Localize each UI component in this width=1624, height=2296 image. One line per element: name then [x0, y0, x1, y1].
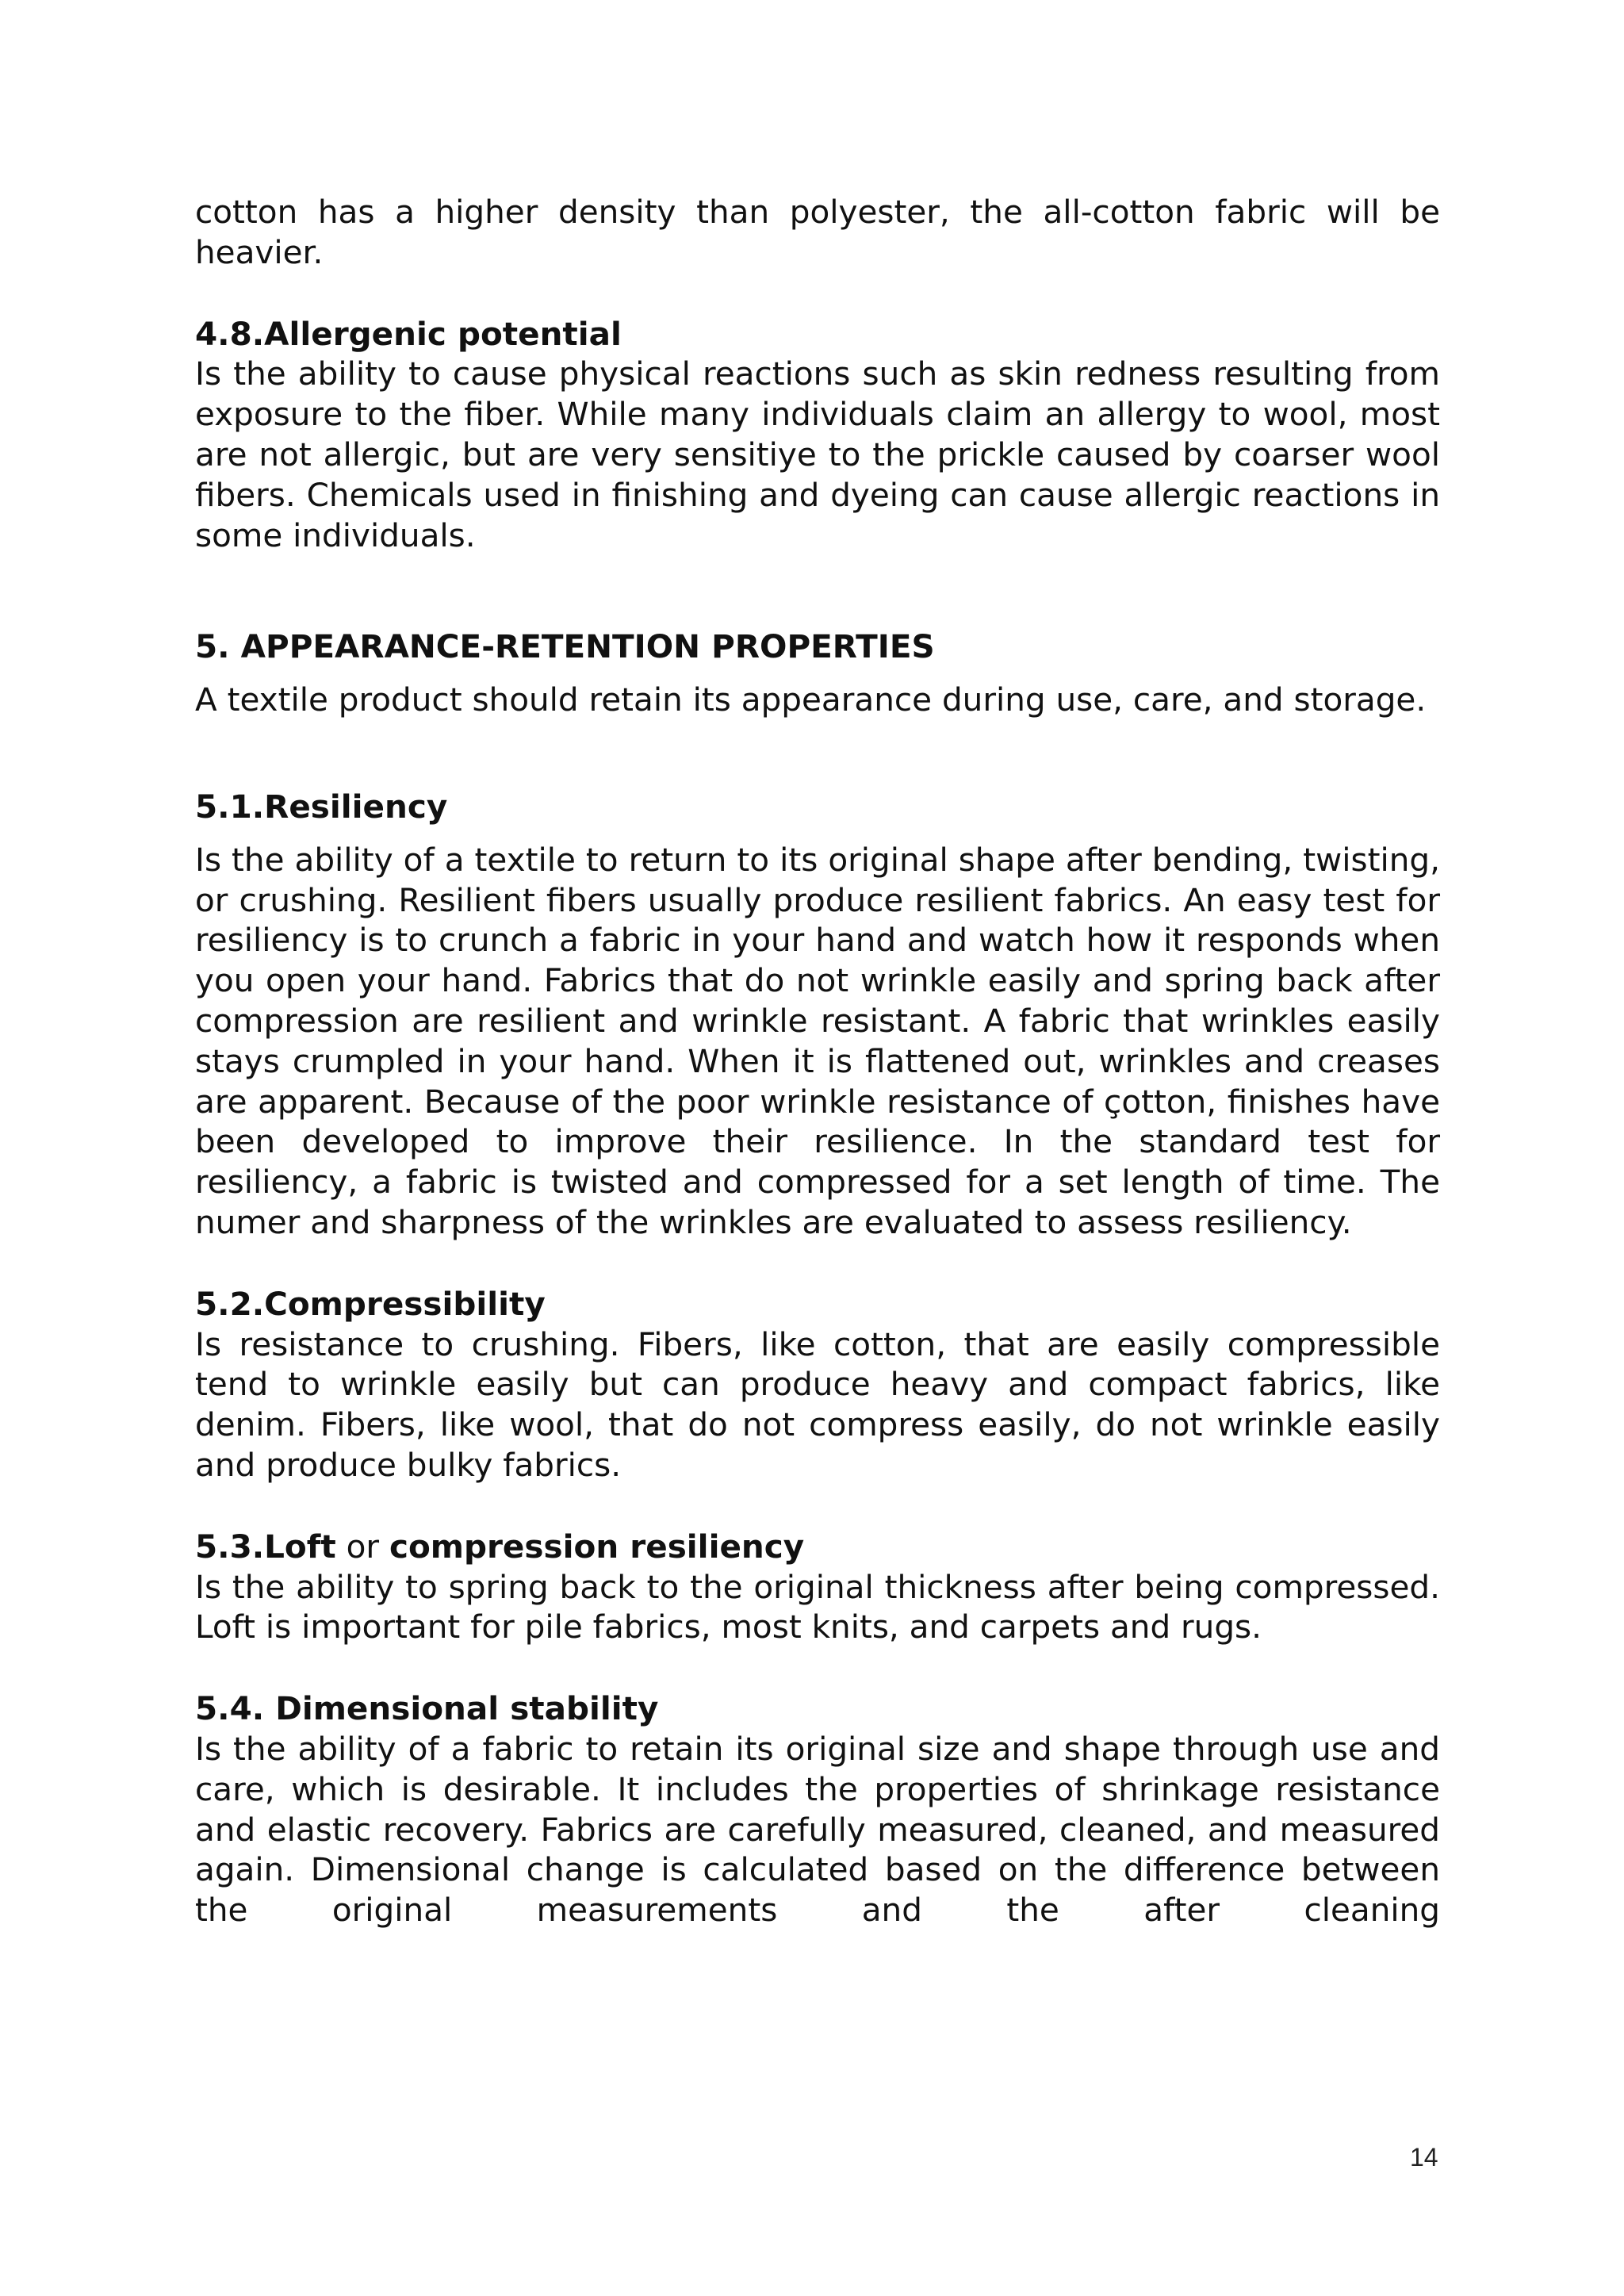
- paragraph-dimensional-stability: Is the ability of a fabric to retain its original size and shape through use and care, which is desirable. It includes the properties of shrinkage resistance and elastic recovery. Fabrics are carefully measured, cleaned, and measured again. Dimensional change is calculated based on the difference between the original measurements and the after cleaning: [195, 1729, 1440, 1930]
- paragraph-allergenic-potential: Is the ability to cause physical reactions such as skin redness resulting from exposure to the fiber. While many individuals claim an allergy to wool, most are not allergic, but are very sensitiye to the prickle caused by coarser wool fibers. Chemicals used in finishing and dyeing can cause allergic reactions in some individuals.: [195, 355, 1440, 554]
- paragraph-compressibility: Is resistance to crushing. Fibers, like cotton, that are easily compressible tend to wrinkle easily but can produce heavy and compact fabrics, like denim. Fibers, like wool, that do not compress easily, do not wrinkle easily and produce bulky fabrics.: [195, 1324, 1440, 1484]
- heading-loft-term: 5.3.Loft: [195, 1527, 336, 1566]
- paragraph-loft: Is the ability to spring back to the original thickness after being compressed. Loft is important for pile fabrics, most knits, and carpets and rugs.: [195, 1567, 1440, 1646]
- intro-paragraph: cotton has a higher density than polyester, the all-cotton fabric will be heavier.: [195, 193, 1440, 271]
- heading-loft-alt-term: compression resiliency: [389, 1527, 805, 1566]
- heading-dimensional-stability: 5.4. Dimensional stability: [195, 1689, 659, 1728]
- page-number: 14: [1410, 2143, 1438, 2171]
- heading-allergenic-potential: 4.8.Allergenic potential: [195, 314, 622, 353]
- heading-loft: [195, 1527, 1440, 1567]
- heading-appearance-retention: 5. APPEARANCE-RETENTION PROPERTIES: [195, 627, 935, 666]
- paragraph-appearance-retention: A textile product should retain its appearance during use, care, and storage.: [195, 680, 1427, 719]
- heading-resiliency: 5.1.Resiliency: [195, 787, 448, 826]
- paragraph-resiliency: Is the ability of a textile to return to its original shape after bending, twisting, or crushing. Resilient fibers usually produce resilient fabrics. An easy test for resiliency is to crunch a fabric in your hand and watch how it responds when you open your hand. Fabrics that do not wrinkle easily and spring back after compression are resilient and wrinkle resistant. A fabric that wrinkles easily stays crumpled in your hand. When it is flattened out, wrinkles and creases are apparent. Because of the poor wrinkle resistance of çotton, finishes have been developed to improve their resilience. In the standard test for resiliency, a fabric is twisted and compressed for a set length of time. The numer and sharpness of the wrinkles are evaluated to assess resiliency.: [195, 840, 1440, 1241]
- heading-loft-or: or: [335, 1527, 389, 1566]
- page-content: [195, 192, 1440, 1930]
- heading-compressibility: 5.2.Compressibility: [195, 1284, 546, 1323]
